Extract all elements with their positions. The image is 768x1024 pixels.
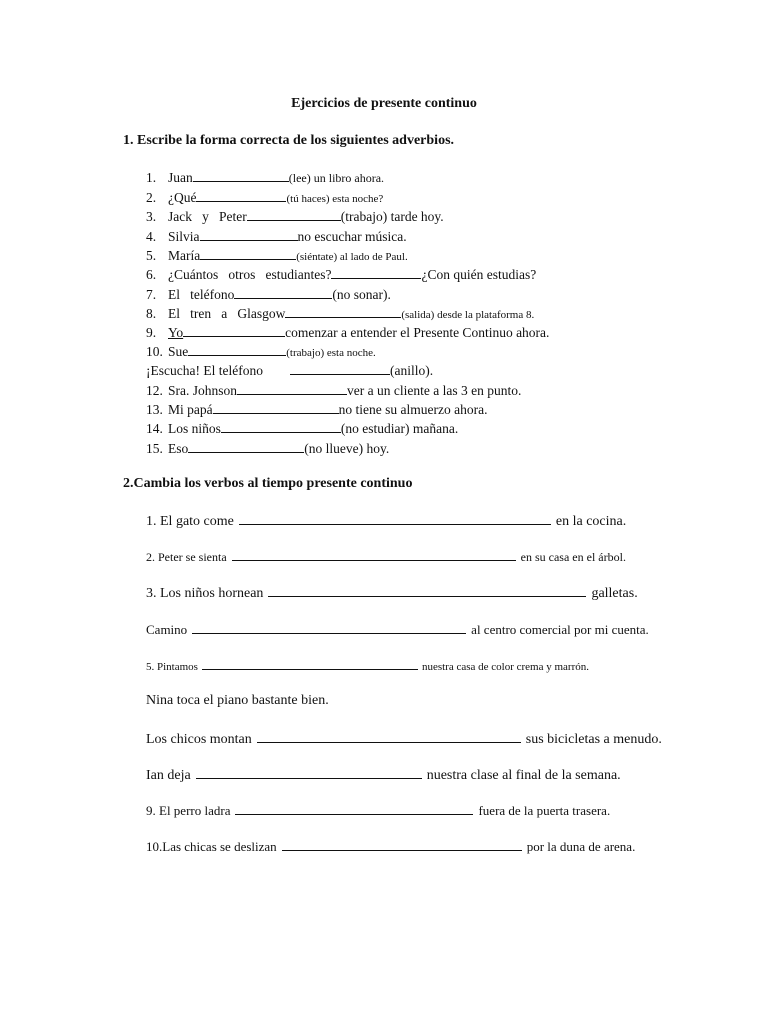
item-prefix: Camino bbox=[146, 622, 188, 637]
item-number: 4. bbox=[146, 229, 157, 244]
item-hint: (no llueve) hoy. bbox=[304, 441, 390, 456]
list-item bbox=[146, 420, 458, 436]
item-prefix: Eso bbox=[168, 441, 189, 456]
item-prefix: El teléfono bbox=[168, 287, 235, 302]
item-prefix: Los niños bbox=[168, 421, 221, 436]
item-prefix: ¿Cuántos otros estudiantes? bbox=[168, 267, 332, 282]
item-suffix: nuestra casa de color crema y marrón. bbox=[421, 661, 590, 673]
answer-blank[interactable] bbox=[234, 286, 332, 299]
item-prefix: Mi papá bbox=[168, 402, 213, 417]
item-prefix: 5. Pintamos bbox=[146, 661, 198, 673]
list-item bbox=[146, 247, 408, 263]
answer-blank[interactable] bbox=[200, 228, 298, 241]
item-suffix: nuestra clase al final de la semana. bbox=[426, 768, 621, 783]
answer-blank[interactable] bbox=[188, 343, 286, 356]
item-hint: no escuchar música. bbox=[297, 229, 407, 244]
item-hint: ver a un cliente a las 3 en punto. bbox=[347, 383, 522, 398]
item-number: 1. bbox=[146, 170, 157, 185]
item-prefix: ¡Escucha! El teléfono bbox=[146, 363, 263, 378]
item-suffix: fuera de la puerta trasera. bbox=[478, 803, 611, 818]
item-prefix: Silvia bbox=[168, 229, 200, 244]
answer-blank[interactable] bbox=[268, 584, 586, 597]
item-prefix: Sue bbox=[168, 344, 189, 359]
item-hint: ¿Con quién estudias? bbox=[421, 267, 537, 282]
answer-blank[interactable] bbox=[235, 802, 473, 815]
item-suffix: al centro comercial por mi cuenta. bbox=[471, 622, 649, 637]
list-item bbox=[146, 286, 391, 302]
list-item bbox=[146, 382, 521, 398]
answer-blank[interactable] bbox=[285, 305, 401, 318]
list-item bbox=[146, 657, 589, 673]
item-number: 8. bbox=[146, 306, 157, 321]
list-item bbox=[146, 343, 376, 359]
list-item bbox=[146, 838, 635, 853]
item-number: 7. bbox=[146, 287, 157, 302]
answer-blank[interactable] bbox=[193, 169, 289, 182]
list-item bbox=[146, 584, 638, 601]
list-item bbox=[146, 401, 487, 417]
list-item bbox=[146, 512, 626, 529]
item-hint: (no estudiar) mañana. bbox=[340, 421, 459, 436]
item-hint: (salida) desde la plataforma 8. bbox=[401, 309, 535, 321]
item-number: 13. bbox=[146, 402, 163, 417]
answer-blank[interactable] bbox=[232, 548, 516, 561]
item-prefix: Yo bbox=[168, 325, 184, 340]
item-number: 6. bbox=[146, 267, 157, 282]
list-item bbox=[146, 189, 383, 205]
answer-blank[interactable] bbox=[331, 266, 421, 279]
list-item bbox=[146, 305, 534, 321]
item-prefix: Los chicos montan bbox=[146, 732, 252, 747]
item-suffix: por la duna de arena. bbox=[526, 839, 636, 854]
list-item bbox=[146, 362, 433, 378]
list-item bbox=[146, 208, 444, 224]
answer-blank[interactable] bbox=[213, 401, 339, 414]
answer-blank[interactable] bbox=[282, 838, 522, 851]
item-prefix: 1. El gato come bbox=[146, 514, 234, 529]
item-hint: (tú haces) esta noche? bbox=[286, 193, 384, 205]
item-prefix: 10.Las chicas se deslizan bbox=[146, 839, 277, 854]
section-1-heading: 1. Escribe la forma correcta de los siguientes adverbios. bbox=[123, 133, 455, 148]
list-item bbox=[146, 228, 407, 244]
answer-blank[interactable] bbox=[196, 766, 422, 779]
section-2-heading: 2.Cambia los verbos al tiempo presente continuo bbox=[123, 476, 413, 491]
item-number: 10. bbox=[146, 344, 163, 359]
list-item bbox=[146, 621, 649, 636]
item-prefix: María bbox=[168, 248, 201, 263]
item-suffix: galletas. bbox=[591, 586, 638, 601]
item-number: 12. bbox=[146, 383, 163, 398]
list-item bbox=[146, 766, 621, 783]
item-prefix: Jack y Peter bbox=[168, 209, 247, 224]
item-hint: (trabajo) esta noche. bbox=[286, 347, 376, 359]
item-number: 5. bbox=[146, 248, 157, 263]
item-hint: (no sonar). bbox=[332, 287, 391, 302]
answer-blank[interactable] bbox=[183, 324, 285, 337]
item-number: 14. bbox=[146, 421, 163, 436]
answer-blank[interactable] bbox=[237, 382, 347, 395]
item-hint: (anillo). bbox=[389, 363, 434, 378]
list-item bbox=[146, 169, 384, 185]
list-item bbox=[146, 548, 626, 563]
list-item bbox=[146, 802, 610, 817]
item-prefix: Sra. Johnson bbox=[168, 383, 238, 398]
answer-blank[interactable] bbox=[188, 440, 304, 453]
item-prefix: 9. El perro ladra bbox=[146, 803, 231, 818]
item-hint: no tiene su almuerzo ahora. bbox=[338, 402, 488, 417]
item-hint: (trabajo) tarde hoy. bbox=[340, 209, 444, 224]
answer-blank[interactable] bbox=[247, 208, 341, 221]
list-item bbox=[146, 266, 536, 282]
item-prefix: 3. Los niños hornean bbox=[146, 586, 264, 601]
answer-blank[interactable] bbox=[196, 189, 286, 202]
answer-blank[interactable] bbox=[200, 247, 296, 260]
answer-blank[interactable] bbox=[221, 420, 341, 433]
item-hint: (lee) un libro ahora. bbox=[288, 171, 385, 185]
list-item bbox=[146, 694, 329, 708]
item-suffix: sus bicicletas a menudo. bbox=[525, 732, 662, 747]
list-item bbox=[146, 730, 662, 747]
item-number: 3. bbox=[146, 209, 157, 224]
item-prefix: Juan bbox=[168, 170, 193, 185]
item-number: 2. bbox=[146, 190, 157, 205]
page-title: Ejercicios de presente continuo bbox=[291, 96, 477, 111]
answer-blank[interactable] bbox=[202, 657, 418, 670]
item-number: 15. bbox=[146, 441, 163, 456]
item-hint: (siéntate) al lado de Paul. bbox=[296, 251, 408, 263]
item-suffix: en su casa en el árbol. bbox=[520, 550, 626, 564]
item-prefix: Ian deja bbox=[146, 768, 191, 783]
list-item bbox=[146, 324, 549, 340]
item-number: 9. bbox=[146, 325, 157, 340]
list-item bbox=[146, 440, 389, 456]
item-prefix: Nina toca el piano bastante bien. bbox=[146, 693, 329, 708]
item-suffix: en la cocina. bbox=[555, 514, 627, 529]
answer-blank[interactable] bbox=[290, 362, 390, 375]
answer-blank[interactable] bbox=[257, 730, 521, 743]
item-hint: comenzar a entender el Presente Continuo ahora. bbox=[285, 325, 550, 340]
item-prefix: 2. Peter se sienta bbox=[146, 550, 227, 564]
answer-blank[interactable] bbox=[239, 512, 551, 525]
item-prefix: El tren a Glasgow bbox=[168, 306, 286, 321]
answer-blank[interactable] bbox=[192, 621, 466, 634]
item-prefix: ¿Qué bbox=[168, 190, 197, 205]
